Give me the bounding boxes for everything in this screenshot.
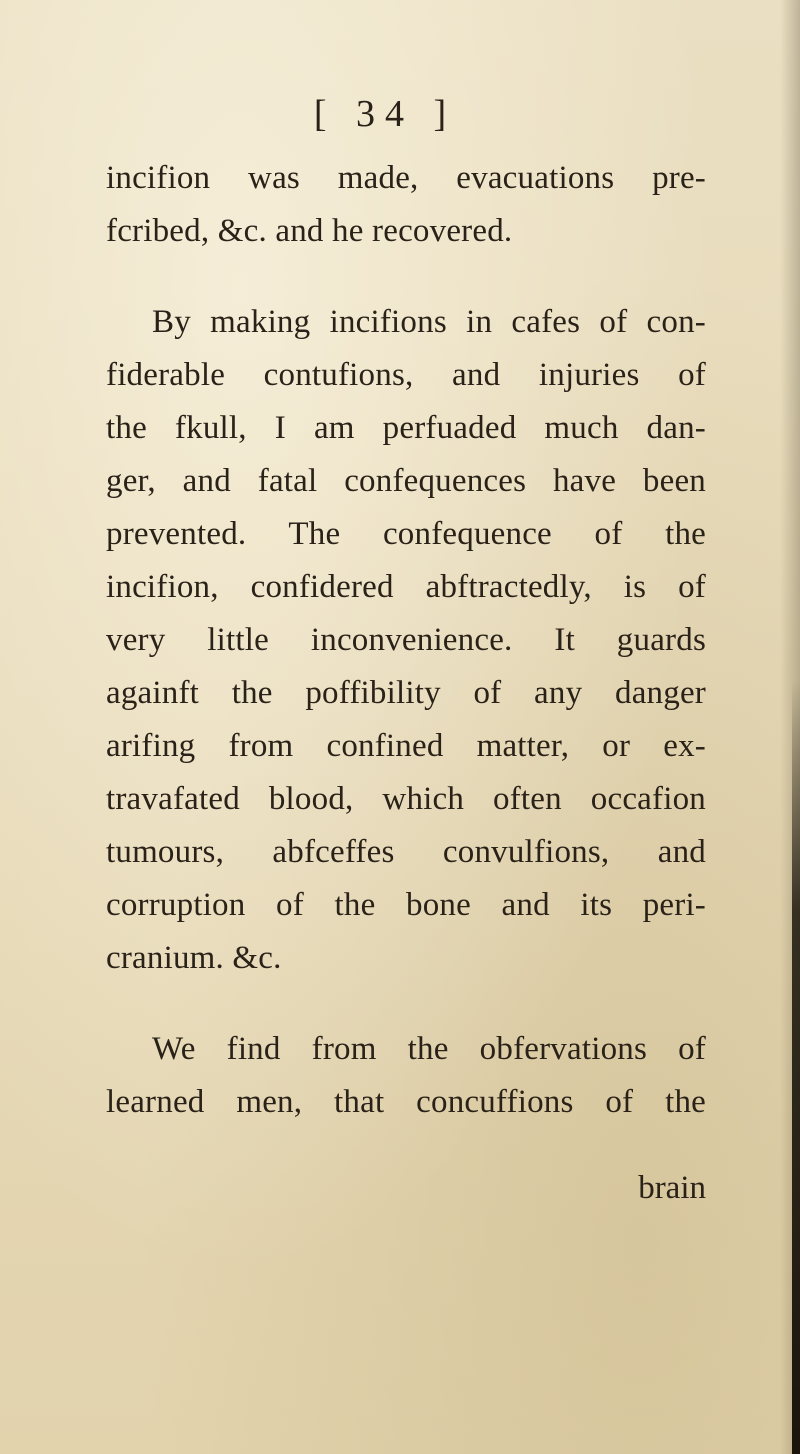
text-line: arifing from confined matter, or ex- xyxy=(106,728,706,764)
text-line: the fkull, I am perfuaded much dan- xyxy=(106,410,706,446)
text-line: incifion, confidered abftractedly, is of xyxy=(106,569,706,605)
page-number-header: [ 34 ] xyxy=(313,93,457,135)
text-line: ger, and fatal confequences have been xyxy=(106,463,706,499)
text-line: By making incifions in cafes of con- xyxy=(152,304,706,340)
text-line: corruption of the bone and its peri- xyxy=(106,887,706,923)
text-line: incifion was made, evacuations pre- xyxy=(106,160,706,196)
text-line: very little inconvenience. It guards xyxy=(106,622,706,658)
text-line: travafated blood, which often occafion xyxy=(106,781,706,817)
text-line: againft the poffibility of any danger xyxy=(106,675,706,711)
page-gutter-shadow xyxy=(792,680,800,1454)
catchword: brain xyxy=(638,1170,706,1206)
text-line: fcribed, &c. and he recovered. xyxy=(106,213,513,249)
text-line: tumours, abfceffes convulfions, and xyxy=(106,834,706,870)
text-line: learned men, that concuffions of the xyxy=(106,1084,706,1120)
text-line: cranium. &c. xyxy=(106,940,282,976)
text-line: prevented. The confequence of the xyxy=(106,516,706,552)
body-text xyxy=(106,152,706,1129)
text-line: We find from the obfervations of xyxy=(152,1031,706,1067)
text-line: fiderable contufions, and injuries of xyxy=(106,357,706,393)
